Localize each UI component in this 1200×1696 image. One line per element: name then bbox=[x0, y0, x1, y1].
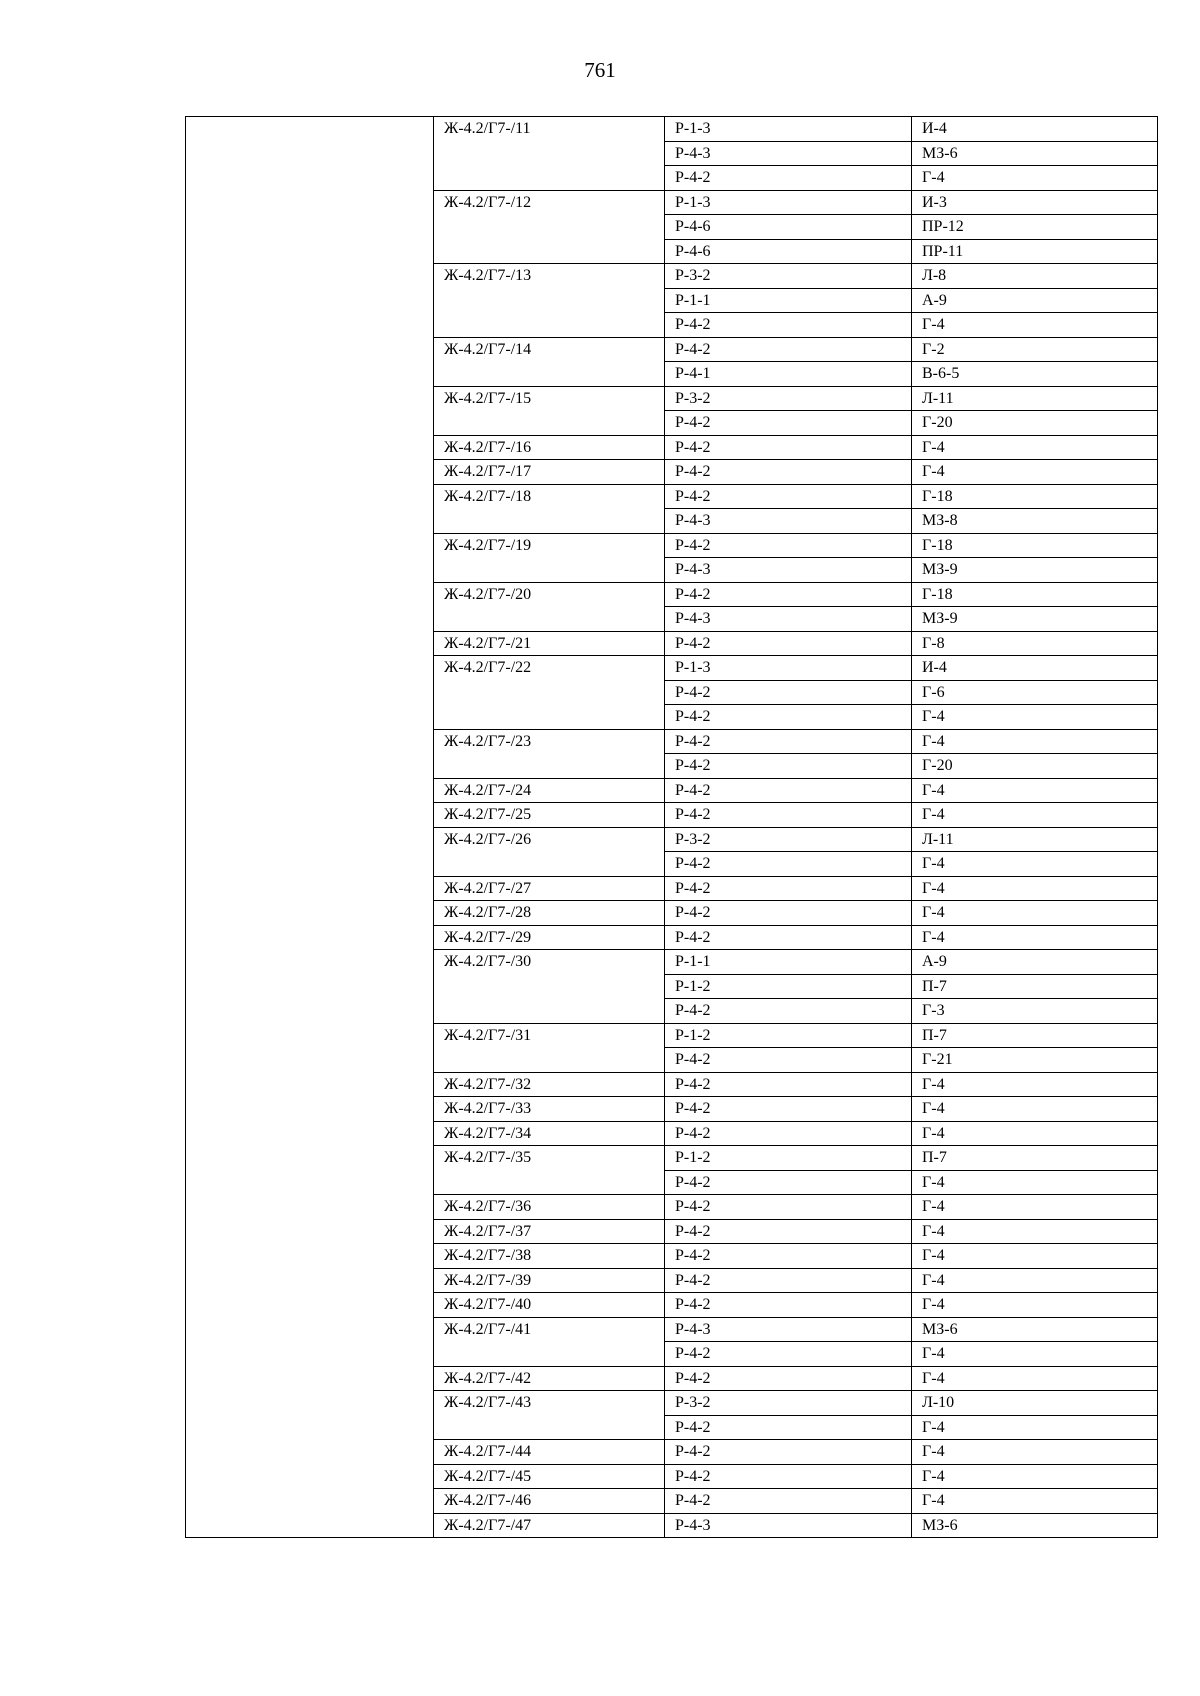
code-cell: Ж-4.2/Г7-/20 bbox=[434, 582, 665, 631]
ref-cell: Р-4-1 bbox=[665, 362, 912, 387]
code-cell: Ж-4.2/Г7-/15 bbox=[434, 386, 665, 435]
value-cell: Г-4 bbox=[912, 1293, 1158, 1318]
value-cell: Г-4 bbox=[912, 1219, 1158, 1244]
value-cell: Г-4 bbox=[912, 876, 1158, 901]
ref-cell: Р-1-1 bbox=[665, 288, 912, 313]
value-cell: Г-4 bbox=[912, 1366, 1158, 1391]
ref-cell: Р-4-2 bbox=[665, 1464, 912, 1489]
code-cell: Ж-4.2/Г7-/27 bbox=[434, 876, 665, 901]
value-cell: Г-2 bbox=[912, 337, 1158, 362]
code-cell: Ж-4.2/Г7-/36 bbox=[434, 1195, 665, 1220]
ref-cell: Р-4-3 bbox=[665, 558, 912, 583]
ref-cell: Р-4-3 bbox=[665, 1317, 912, 1342]
value-cell: Г-4 bbox=[912, 1097, 1158, 1122]
code-cell: Ж-4.2/Г7-/35 bbox=[434, 1146, 665, 1195]
value-cell: Г-4 bbox=[912, 1121, 1158, 1146]
value-cell: А-9 bbox=[912, 288, 1158, 313]
code-cell: Ж-4.2/Г7-/24 bbox=[434, 778, 665, 803]
code-cell: Ж-4.2/Г7-/12 bbox=[434, 190, 665, 264]
code-cell: Ж-4.2/Г7-/39 bbox=[434, 1268, 665, 1293]
code-cell: Ж-4.2/Г7-/47 bbox=[434, 1513, 665, 1538]
value-cell: И-3 bbox=[912, 190, 1158, 215]
ref-cell: Р-1-2 bbox=[665, 1023, 912, 1048]
ref-cell: Р-4-2 bbox=[665, 435, 912, 460]
value-cell: Г-4 bbox=[912, 852, 1158, 877]
code-cell: Ж-4.2/Г7-/44 bbox=[434, 1440, 665, 1465]
ref-cell: Р-1-2 bbox=[665, 1146, 912, 1171]
ref-cell: Р-4-2 bbox=[665, 1219, 912, 1244]
ref-cell: Р-4-2 bbox=[665, 313, 912, 338]
ref-cell: Р-4-2 bbox=[665, 680, 912, 705]
code-cell: Ж-4.2/Г7-/28 bbox=[434, 901, 665, 926]
value-cell: И-4 bbox=[912, 656, 1158, 681]
value-cell: Г-4 bbox=[912, 705, 1158, 730]
ref-cell: Р-4-6 bbox=[665, 239, 912, 264]
ref-cell: Р-4-2 bbox=[665, 1244, 912, 1269]
value-cell: ПР-12 bbox=[912, 215, 1158, 240]
code-cell: Ж-4.2/Г7-/13 bbox=[434, 264, 665, 338]
value-cell: МЗ-6 bbox=[912, 1317, 1158, 1342]
value-cell: П-7 bbox=[912, 974, 1158, 999]
ref-cell: Р-1-3 bbox=[665, 117, 912, 142]
value-cell: Г-18 bbox=[912, 533, 1158, 558]
ref-cell: Р-4-2 bbox=[665, 1489, 912, 1514]
value-cell: МЗ-6 bbox=[912, 1513, 1158, 1538]
value-cell: Г-4 bbox=[912, 1268, 1158, 1293]
ref-cell: Р-4-2 bbox=[665, 1170, 912, 1195]
code-cell: Ж-4.2/Г7-/32 bbox=[434, 1072, 665, 1097]
ref-cell: Р-3-2 bbox=[665, 827, 912, 852]
code-cell: Ж-4.2/Г7-/16 bbox=[434, 435, 665, 460]
ref-cell: Р-4-2 bbox=[665, 1097, 912, 1122]
value-cell: Л-11 bbox=[912, 386, 1158, 411]
code-cell: Ж-4.2/Г7-/30 bbox=[434, 950, 665, 1024]
table-row bbox=[186, 117, 1158, 142]
value-cell: Г-4 bbox=[912, 1170, 1158, 1195]
ref-cell: Р-4-2 bbox=[665, 533, 912, 558]
ref-cell: Р-4-2 bbox=[665, 803, 912, 828]
value-cell: Г-4 bbox=[912, 1415, 1158, 1440]
ref-cell: Р-4-2 bbox=[665, 337, 912, 362]
value-cell: ПР-11 bbox=[912, 239, 1158, 264]
ref-cell: Р-4-2 bbox=[665, 1195, 912, 1220]
value-cell: В-6-5 bbox=[912, 362, 1158, 387]
ref-cell: Р-4-2 bbox=[665, 754, 912, 779]
value-cell: Л-11 bbox=[912, 827, 1158, 852]
value-cell: Г-3 bbox=[912, 999, 1158, 1024]
ref-cell: Р-3-2 bbox=[665, 1391, 912, 1416]
value-cell: Г-4 bbox=[912, 1440, 1158, 1465]
ref-cell: Р-4-2 bbox=[665, 1268, 912, 1293]
page-number: 761 bbox=[584, 58, 616, 82]
ref-cell: Р-4-2 bbox=[665, 852, 912, 877]
ref-cell: Р-4-2 bbox=[665, 1342, 912, 1367]
ref-cell: Р-4-2 bbox=[665, 166, 912, 191]
value-cell: Г-4 bbox=[912, 1464, 1158, 1489]
code-cell: Ж-4.2/Г7-/11 bbox=[434, 117, 665, 191]
code-cell: Ж-4.2/Г7-/41 bbox=[434, 1317, 665, 1366]
ref-cell: Р-4-2 bbox=[665, 876, 912, 901]
code-cell: Ж-4.2/Г7-/31 bbox=[434, 1023, 665, 1072]
ref-cell: Р-4-2 bbox=[665, 1440, 912, 1465]
code-cell: Ж-4.2/Г7-/33 bbox=[434, 1097, 665, 1122]
value-cell: Г-4 bbox=[912, 1244, 1158, 1269]
data-table bbox=[185, 116, 1158, 1538]
value-cell: Г-21 bbox=[912, 1048, 1158, 1073]
code-cell: Ж-4.2/Г7-/37 bbox=[434, 1219, 665, 1244]
ref-cell: Р-4-3 bbox=[665, 141, 912, 166]
value-cell: МЗ-8 bbox=[912, 509, 1158, 534]
value-cell: Г-4 bbox=[912, 901, 1158, 926]
value-cell: Г-4 bbox=[912, 313, 1158, 338]
value-cell: Г-4 bbox=[912, 435, 1158, 460]
code-cell: Ж-4.2/Г7-/14 bbox=[434, 337, 665, 386]
ref-cell: Р-4-2 bbox=[665, 1366, 912, 1391]
value-cell: Г-18 bbox=[912, 484, 1158, 509]
ref-cell: Р-3-2 bbox=[665, 386, 912, 411]
ref-cell: Р-4-2 bbox=[665, 778, 912, 803]
value-cell: Г-4 bbox=[912, 1195, 1158, 1220]
ref-cell: Р-4-3 bbox=[665, 607, 912, 632]
ref-cell: Р-4-2 bbox=[665, 460, 912, 485]
ref-cell: Р-1-2 bbox=[665, 974, 912, 999]
ref-cell: Р-1-1 bbox=[665, 950, 912, 975]
ref-cell: Р-4-2 bbox=[665, 1048, 912, 1073]
code-cell: Ж-4.2/Г7-/19 bbox=[434, 533, 665, 582]
value-cell: Г-4 bbox=[912, 925, 1158, 950]
ref-cell: Р-4-2 bbox=[665, 925, 912, 950]
ref-cell: Р-4-2 bbox=[665, 411, 912, 436]
ref-cell: Р-1-3 bbox=[665, 656, 912, 681]
code-cell: Ж-4.2/Г7-/34 bbox=[434, 1121, 665, 1146]
value-cell: МЗ-9 bbox=[912, 607, 1158, 632]
ref-cell: Р-4-2 bbox=[665, 705, 912, 730]
ref-cell: Р-4-2 bbox=[665, 1072, 912, 1097]
value-cell: Г-18 bbox=[912, 582, 1158, 607]
code-cell: Ж-4.2/Г7-/21 bbox=[434, 631, 665, 656]
code-cell: Ж-4.2/Г7-/18 bbox=[434, 484, 665, 533]
ref-cell: Р-4-3 bbox=[665, 1513, 912, 1538]
ref-cell: Р-4-2 bbox=[665, 631, 912, 656]
code-cell: Ж-4.2/Г7-/43 bbox=[434, 1391, 665, 1440]
value-cell: П-7 bbox=[912, 1146, 1158, 1171]
ref-cell: Р-4-2 bbox=[665, 484, 912, 509]
value-cell: Г-4 bbox=[912, 1342, 1158, 1367]
ref-cell: Р-4-2 bbox=[665, 1415, 912, 1440]
code-cell: Ж-4.2/Г7-/22 bbox=[434, 656, 665, 730]
value-cell: Г-4 bbox=[912, 460, 1158, 485]
value-cell: Г-4 bbox=[912, 1072, 1158, 1097]
value-cell: Г-4 bbox=[912, 729, 1158, 754]
table-body bbox=[186, 117, 1158, 1538]
code-cell: Ж-4.2/Г7-/38 bbox=[434, 1244, 665, 1269]
code-cell: Ж-4.2/Г7-/46 bbox=[434, 1489, 665, 1514]
value-cell: МЗ-6 bbox=[912, 141, 1158, 166]
value-cell: Г-4 bbox=[912, 778, 1158, 803]
empty-left-cell bbox=[186, 117, 434, 1538]
code-cell: Ж-4.2/Г7-/42 bbox=[434, 1366, 665, 1391]
value-cell: МЗ-9 bbox=[912, 558, 1158, 583]
code-cell: Ж-4.2/Г7-/17 bbox=[434, 460, 665, 485]
code-cell: Ж-4.2/Г7-/23 bbox=[434, 729, 665, 778]
value-cell: Г-6 bbox=[912, 680, 1158, 705]
ref-cell: Р-3-2 bbox=[665, 264, 912, 289]
ref-cell: Р-4-2 bbox=[665, 1293, 912, 1318]
code-cell: Ж-4.2/Г7-/26 bbox=[434, 827, 665, 876]
value-cell: Г-20 bbox=[912, 411, 1158, 436]
code-cell: Ж-4.2/Г7-/45 bbox=[434, 1464, 665, 1489]
code-cell: Ж-4.2/Г7-/29 bbox=[434, 925, 665, 950]
value-cell: Г-20 bbox=[912, 754, 1158, 779]
ref-cell: Р-4-2 bbox=[665, 1121, 912, 1146]
value-cell: Г-8 bbox=[912, 631, 1158, 656]
value-cell: И-4 bbox=[912, 117, 1158, 142]
ref-cell: Р-4-3 bbox=[665, 509, 912, 534]
value-cell: А-9 bbox=[912, 950, 1158, 975]
value-cell: П-7 bbox=[912, 1023, 1158, 1048]
code-cell: Ж-4.2/Г7-/25 bbox=[434, 803, 665, 828]
ref-cell: Р-4-2 bbox=[665, 582, 912, 607]
ref-cell: Р-4-2 bbox=[665, 729, 912, 754]
value-cell: Л-10 bbox=[912, 1391, 1158, 1416]
ref-cell: Р-4-2 bbox=[665, 901, 912, 926]
ref-cell: Р-4-2 bbox=[665, 999, 912, 1024]
value-cell: Г-4 bbox=[912, 166, 1158, 191]
value-cell: Г-4 bbox=[912, 803, 1158, 828]
code-cell: Ж-4.2/Г7-/40 bbox=[434, 1293, 665, 1318]
value-cell: Г-4 bbox=[912, 1489, 1158, 1514]
ref-cell: Р-4-6 bbox=[665, 215, 912, 240]
ref-cell: Р-1-3 bbox=[665, 190, 912, 215]
value-cell: Л-8 bbox=[912, 264, 1158, 289]
